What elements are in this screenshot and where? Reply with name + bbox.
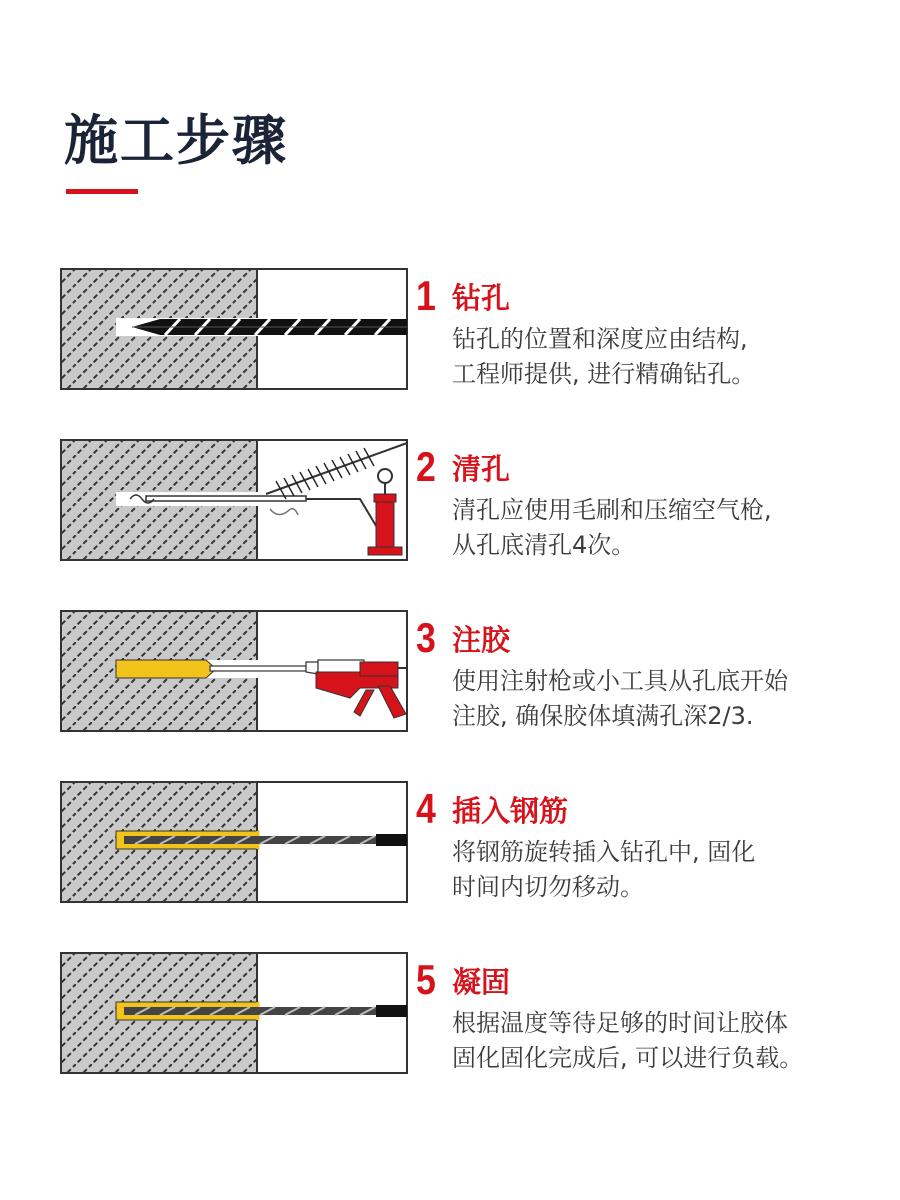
step-3 bbox=[60, 610, 880, 732]
title-underline bbox=[66, 189, 138, 194]
step-number: 3 bbox=[416, 614, 436, 661]
step-title: 钻孔 bbox=[452, 281, 511, 315]
drill-bit-icon bbox=[60, 268, 408, 390]
step-title: 凝固 bbox=[452, 965, 511, 999]
step-description bbox=[452, 1006, 803, 1076]
step-description-line: 时间内切勿移动。 bbox=[452, 873, 644, 901]
step-description-line: 固化固化完成后, 可以进行负载。 bbox=[452, 1044, 804, 1072]
step-description bbox=[452, 493, 772, 563]
step-number: 1 bbox=[416, 272, 436, 319]
step-description-line: 工程师提供, 进行精确钻孔。 bbox=[452, 360, 756, 388]
step-title: 清孔 bbox=[452, 452, 511, 486]
injection-gun-icon bbox=[60, 610, 408, 732]
step-description-line: 将钢筋旋转插入钻孔中, 固化 bbox=[452, 838, 756, 866]
step-number: 5 bbox=[416, 956, 436, 1003]
rebar-cured-icon bbox=[60, 952, 408, 1074]
step-2 bbox=[60, 439, 880, 561]
step-number: 4 bbox=[416, 785, 436, 832]
step-number: 2 bbox=[416, 443, 436, 490]
step-description-line: 从孔底清孔4次。 bbox=[452, 531, 636, 559]
rebar-insert-icon bbox=[60, 781, 408, 903]
page-title: 施工步骤 bbox=[64, 109, 288, 172]
step-description-line: 注胶, 确保胶体填满孔深2/3. bbox=[452, 702, 754, 730]
step-description-line: 清孔应使用毛刷和压缩空气枪, bbox=[452, 496, 772, 524]
step-4 bbox=[60, 781, 880, 903]
step-description-line: 钻孔的位置和深度应由结构, bbox=[452, 325, 748, 353]
step-1 bbox=[60, 268, 880, 390]
step-5 bbox=[60, 952, 880, 1074]
step-description bbox=[452, 322, 755, 392]
step-description bbox=[452, 664, 788, 734]
step-description bbox=[452, 835, 755, 905]
step-description-line: 根据温度等待足够的时间让胶体 bbox=[452, 1009, 788, 1037]
step-description-line: 使用注射枪或小工具从孔底开始 bbox=[452, 667, 788, 695]
step-title: 注胶 bbox=[452, 623, 511, 657]
step-title: 插入钢筋 bbox=[452, 794, 569, 828]
brush-and-pump-icon bbox=[60, 439, 408, 561]
